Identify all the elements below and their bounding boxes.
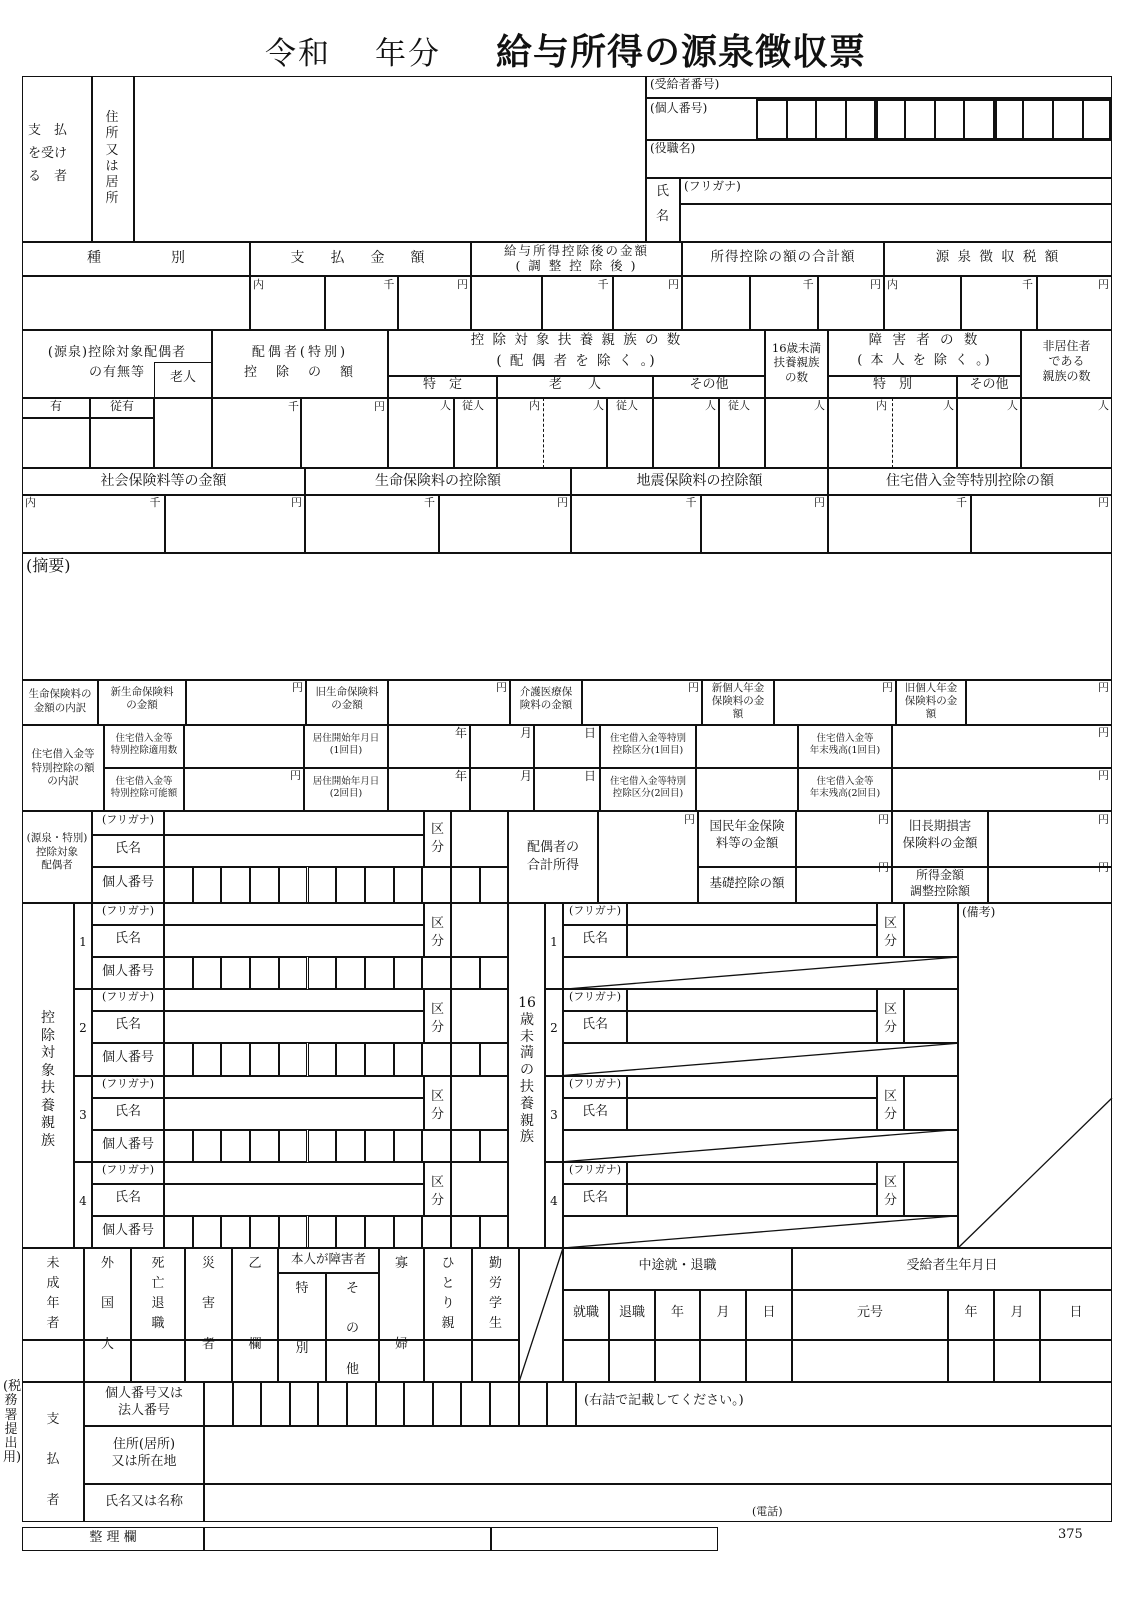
title-year-unit: 年分	[375, 36, 441, 72]
insurance-thousand: 千	[685, 496, 697, 509]
elderly-count-label: 老 人	[548, 377, 601, 392]
dependents-count-label-2: ( 配 偶 者 を 除 く 。)	[496, 353, 657, 369]
nonresident-nin: 人	[1098, 399, 1109, 412]
recipient-number-label: (受給者番号)	[650, 77, 720, 91]
housing-label-start_1: 居住開始年月日 (1回目)	[312, 733, 380, 756]
housing-nen: 年	[455, 726, 468, 740]
housing-detail-label: 住宅借入金等 特別控除の額 の内訳	[31, 748, 95, 788]
disabled-special-label: 特 別	[872, 377, 912, 392]
flag-label-disabled-self: 本人が障害者	[290, 1251, 366, 1266]
dependent-number: 1	[79, 935, 87, 949]
under16-slash	[563, 1130, 958, 1162]
under16-name-label: 氏名	[581, 1017, 608, 1033]
under16-slash	[563, 1043, 958, 1075]
birthdate-label: 受給者生年月日	[906, 1258, 998, 1273]
housing-hi: 日	[584, 769, 597, 783]
presence-ju-label: 従有	[109, 399, 134, 413]
date-label-retire: 退職	[618, 1305, 645, 1320]
housing-label-balance_2: 住宅借入金等 年末残高(2回目)	[809, 776, 881, 799]
housing-label-balance_1: 住宅借入金等 年末残高(1回目)	[809, 733, 881, 756]
insurance-yen: 円	[814, 496, 825, 509]
uchi-unit: 内	[253, 278, 264, 291]
date-label-era_name: 元号	[856, 1305, 883, 1320]
life-detail-label: 生命保険料の 金額の内訳	[28, 688, 92, 714]
dependent-number-label: 個人番号	[101, 1050, 154, 1066]
flag-label-widow: 寡 婦	[394, 1256, 408, 1352]
nonresident-label: 非居住者 である 親族の数	[1042, 339, 1091, 383]
address-label: 住所又は居所	[105, 110, 119, 207]
insurance-label-housing: 住宅借入金等特別控除の額	[886, 473, 1054, 489]
elderly-ju-nin: 従人	[616, 399, 638, 412]
housing-possible-yen: 円	[290, 769, 301, 782]
payer-number-note: (右詰で記載してください。)	[584, 1393, 744, 1408]
date-label-hire: 就職	[572, 1305, 599, 1320]
life-detail-label-care: 介護医療保 険料の金額	[519, 686, 573, 712]
flag-label-minor: 未 成 年 者	[46, 1256, 60, 1332]
under16-number: 3	[550, 1107, 558, 1122]
thousand-unit: 千	[597, 278, 609, 291]
under16-dependents-label: 16歳未満の扶養親族	[518, 995, 536, 1146]
housing-balance-yen: 円	[1098, 769, 1109, 782]
amount-payment-label: 支 払 金 額	[290, 250, 431, 266]
dependent-furigana-label: (フリガナ)	[101, 990, 155, 1004]
life-detail-label-old_life: 旧生命保険料 の金額	[315, 686, 379, 712]
amount-after-label-2: ( 調 整 控 除 後 )	[515, 258, 638, 273]
midyear-label: 中途就・退職	[638, 1258, 717, 1273]
specific-nin: 人	[440, 399, 451, 412]
dependent-kubun-label: 区 分	[430, 916, 444, 950]
dependents-count-label-1: 控 除 対 象 扶 養 親 族 の 数	[470, 332, 683, 348]
flag-label-working_student: 勤 労 学 生	[488, 1256, 502, 1332]
date-label-month: 月	[716, 1305, 730, 1320]
dependent-name-label: 氏名	[114, 931, 141, 946]
dependent-number-label: 個人番号	[101, 1136, 154, 1152]
disabled-label-2: ( 本 人 を 除 く 。)	[857, 353, 992, 368]
date-label-month: 月	[1010, 1305, 1024, 1320]
personal-number-label: (個人番号)	[650, 101, 708, 115]
life-detail-label-new_pension: 新個人年金 保険料の金 額	[711, 682, 765, 721]
recipient-side-label: 支 払 を受け る 者	[28, 123, 68, 184]
yen-unit: 円	[1098, 278, 1109, 291]
under16-kubun-label: 区 分	[883, 1088, 897, 1122]
dependent-name-label: 氏名	[114, 1103, 141, 1119]
under16-furigana-label: (フリガナ)	[568, 1162, 622, 1176]
spouse-special-label: 配偶者(特別) 控 除 の 額	[243, 345, 356, 381]
spouse-income-yen: 円	[684, 813, 695, 826]
specific-ju-nin: 従人	[462, 399, 484, 412]
flag-label-single_parent: ひ と り 親	[441, 1256, 455, 1332]
housing-label-possible_amount: 住宅借入金等 特別控除可能額	[110, 776, 178, 799]
spouse-income-label: 配偶者の 合計所得	[526, 840, 579, 873]
life-detail-label-new_life: 新生命保険料 の金額	[110, 686, 174, 712]
dependent-kubun-label: 区 分	[430, 1174, 444, 1208]
dependent-name-label: 氏名	[114, 1017, 141, 1033]
spouse-block-label: (源泉・特別) 控除対象 配偶者	[26, 832, 88, 872]
date-label-year: 年	[964, 1305, 978, 1320]
under16-number: 2	[550, 1021, 558, 1036]
spouse-yen: 円	[374, 400, 385, 413]
seiri-label: 整 理 欄	[89, 1530, 137, 1545]
payer-phone-label: (電話)	[752, 1505, 783, 1518]
spouse-presence-label: (源泉)控除対象配偶者 の有無等	[47, 345, 187, 381]
date-label-day: 日	[762, 1305, 776, 1320]
dependent-kubun-label: 区 分	[430, 1002, 444, 1036]
insurance-thousand: 千	[149, 496, 161, 509]
flag-label-death_retire: 死 亡 退 職	[151, 1256, 165, 1332]
dependent-number: 3	[79, 1107, 87, 1122]
under16-furigana-label: (フリガナ)	[568, 904, 622, 917]
basic-deduction-yen: 円	[878, 861, 889, 874]
flags-slash	[519, 1248, 563, 1382]
remarks-label: (摘要)	[26, 556, 71, 575]
spouse-furigana-label: (フリガナ)	[101, 813, 155, 826]
dependent-name-label: 氏名	[114, 1189, 141, 1205]
flag-label-disaster: 災 害 者	[201, 1256, 215, 1352]
payer-name-label: 氏名又は名称	[104, 1494, 183, 1509]
flag-label-other: そ の 他	[345, 1281, 359, 1377]
national-pension-label: 国民年金保険 料等の金額	[709, 818, 785, 850]
social-uchi: 内	[25, 496, 36, 509]
yen-unit: 円	[870, 278, 881, 291]
national-pension-yen: 円	[878, 813, 889, 826]
yen-unit: 円	[668, 278, 679, 291]
housing-label-class_2: 住宅借入金等特別 控除区分(2回目)	[609, 776, 686, 799]
insurance-yen: 円	[1098, 496, 1109, 509]
under16-slash	[563, 957, 958, 989]
old-long-term-yen: 円	[1098, 813, 1109, 826]
dependent-number: 4	[79, 1193, 87, 1208]
flag-label-otsu: 乙 欄	[248, 1256, 262, 1352]
date-label-day: 日	[1069, 1305, 1083, 1320]
disabled-uchi: 内	[876, 399, 887, 412]
amount-deduction-label: 所得控除の額の合計額	[710, 249, 856, 265]
under16-kubun-label: 区 分	[883, 1002, 897, 1036]
under16-nin: 人	[814, 399, 825, 412]
under16-kubun-label: 区 分	[883, 1174, 897, 1208]
insurance-yen: 円	[557, 496, 568, 509]
elderly-uchi: 内	[529, 399, 540, 412]
position-label: (役職名)	[650, 141, 696, 155]
old-long-term-label: 旧長期損害 保険料の金額	[902, 818, 978, 850]
life-detail-yen: 円	[882, 681, 893, 694]
life-detail-yen: 円	[1098, 681, 1109, 694]
date-label-year: 年	[670, 1305, 684, 1320]
housing-label-applicable_count: 住宅借入金等 特別控除適用数	[110, 733, 178, 756]
housing-tsuki: 月	[520, 726, 533, 740]
under16-kubun-label: 区 分	[883, 916, 897, 950]
payer-number-label: 個人番号又は 法人番号	[104, 1386, 183, 1418]
dependent-furigana-label: (フリガナ)	[101, 1076, 155, 1090]
elderly-nin: 人	[593, 399, 604, 412]
dependent-furigana-label: (フリガナ)	[101, 904, 155, 917]
under16-name-label: 氏名	[581, 1189, 608, 1205]
housing-label-class_1: 住宅借入金等特別 控除区分(1回目)	[609, 733, 686, 756]
form-code: 375	[1058, 1527, 1083, 1542]
disabled-label-1: 障 害 者 の 数	[868, 332, 981, 348]
payer-label: 支 払 者	[46, 1412, 60, 1508]
insurance-label-social: 社会保険料等の金額	[100, 473, 227, 489]
dependent-number-label: 個人番号	[101, 1222, 154, 1238]
under16-slash	[563, 1216, 958, 1248]
under16-label: 16歳未満 扶養親族 の数	[771, 341, 822, 384]
payer-address-label: 住所(居所) 又は所在地	[111, 1437, 177, 1469]
name-label: 氏 名	[656, 184, 670, 224]
other-nin: 人	[705, 399, 716, 412]
insurance-thousand: 千	[424, 496, 435, 509]
spouse-name-label: 氏名	[114, 841, 141, 856]
housing-tsuki: 月	[520, 769, 533, 783]
life-detail-yen: 円	[496, 681, 507, 694]
yen-unit: 円	[457, 278, 468, 291]
uchi-unit: 内	[887, 278, 898, 291]
other-ju-nin: 従人	[728, 399, 750, 412]
under16-number: 1	[550, 935, 558, 949]
flag-label-special: 特 別	[295, 1281, 309, 1357]
flag-label-foreigner: 外 国 人	[100, 1256, 114, 1352]
dependent-number-label: 個人番号	[101, 964, 154, 979]
housing-balance-yen: 円	[1098, 726, 1109, 739]
dependent-kubun-label: 区 分	[430, 1088, 444, 1122]
elderly-label: 老人	[169, 370, 196, 385]
life-detail-yen: 円	[292, 681, 303, 694]
amount-after-label-1: 給与所得控除後の金額	[503, 243, 649, 258]
under16-furigana-label: (フリガナ)	[568, 990, 622, 1004]
amount-kind-label: 種 別	[87, 250, 185, 266]
housing-label-start_2: 居住開始年月日 (2回目)	[312, 776, 380, 799]
spouse-thousand: 千	[288, 400, 299, 413]
payer-side-label: (税務署提出用)	[3, 1379, 22, 1466]
remarks-slash	[958, 1098, 1112, 1248]
other-count-label: その他	[689, 377, 729, 392]
basic-deduction-label: 基礎控除の額	[709, 875, 785, 890]
life-detail-label-old_pension: 旧個人年金 保険料の金 額	[904, 682, 958, 721]
dependent-furigana-label: (フリガナ)	[101, 1162, 155, 1176]
dependents-remarks-label: (備考)	[962, 905, 996, 919]
spouse-number-label: 個人番号	[101, 875, 154, 890]
housing-hi: 日	[584, 726, 597, 740]
dependents-label: 控除対象扶養親族	[41, 1010, 55, 1149]
life-detail-yen: 円	[688, 681, 699, 694]
specific-label: 特 定	[422, 377, 462, 392]
dependent-number: 2	[79, 1021, 87, 1036]
amount-withholding-label: 源 泉 徴 収 税 額	[935, 249, 1061, 265]
housing-nen: 年	[455, 769, 468, 783]
disabled-other-label: その他	[969, 377, 1009, 392]
under16-name-label: 氏名	[581, 931, 608, 946]
furigana-label: (フリガナ)	[684, 179, 741, 193]
thousand-unit: 千	[383, 278, 395, 291]
income-adjust-yen: 円	[1098, 861, 1109, 874]
insurance-yen: 円	[291, 496, 302, 509]
thousand-unit: 千	[1022, 278, 1033, 291]
under16-furigana-label: (フリガナ)	[568, 1076, 622, 1090]
thousand-unit: 千	[802, 278, 814, 291]
insurance-label-life: 生命保険料の控除額	[375, 473, 501, 489]
title-era: 令和	[265, 36, 331, 72]
under16-number: 4	[550, 1193, 558, 1208]
presence-yes-label: 有	[49, 399, 62, 413]
spouse-kubun-label: 区 分	[430, 822, 444, 856]
insurance-label-earthquake: 地震保険料の控除額	[636, 473, 763, 489]
disabled-special-nin: 人	[943, 399, 954, 412]
under16-name-label: 氏名	[581, 1103, 608, 1119]
title-main: 給与所得の源泉徴収票	[496, 32, 867, 73]
disabled-other-nin: 人	[1007, 399, 1018, 412]
income-adjust-label: 所得金額 調整控除額	[909, 868, 970, 898]
insurance-thousand: 千	[956, 496, 967, 509]
